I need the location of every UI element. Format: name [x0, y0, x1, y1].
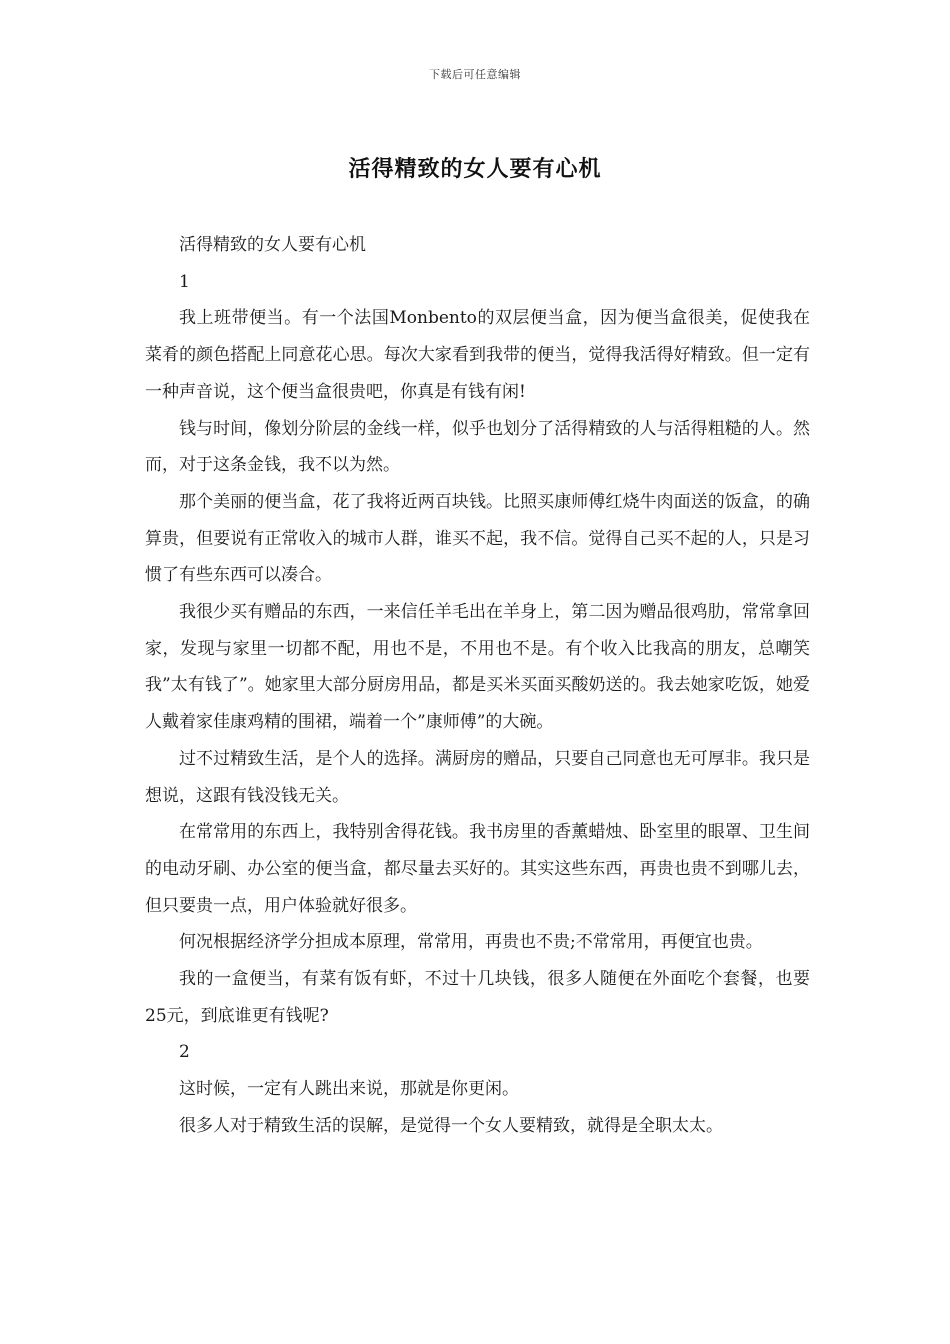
- document-body: [145, 227, 810, 1145]
- paragraph: 这时候，一定有人跳出来说，那就是你更闲。: [179, 1079, 519, 1100]
- paragraph: 我的一盒便当，有菜有饭有虾，不过十几块钱，很多人随便在外面吃个套餐，也要25元，到底谁更有钱呢?: [145, 969, 810, 1026]
- paragraph: 我上班带便当。有一个法国Monbento的双层便当盒，因为便当盒很美，促使我在菜肴的颜色搭配上同意花心思。每次大家看到我带的便当，觉得我活得好精致。但一定有一种声音说，这个便当盒很贵吧，你真是有钱有闲!: [145, 308, 810, 402]
- header-note: 下载后可任意编辑: [429, 68, 521, 81]
- paragraph: 很多人对于精致生活的误解，是觉得一个女人要精致，就得是全职太太。: [179, 1115, 723, 1136]
- document-title: 活得精致的女人要有心机: [348, 156, 602, 182]
- paragraph: 钱与时间，像划分阶层的金线一样，似乎也划分了活得精致的人与活得粗糙的人。然而，对于这条金钱，我不以为然。: [145, 418, 810, 476]
- paragraph: 在常常用的东西上，我特别舍得花钱。我书房里的香薰蜡烛、卧室里的眼罩、卫生间的电动牙刷、办公室的便当盒，都尽量去买好的。其实这些东西，再贵也贵不到哪儿去，但只要贵一点，用户体验就好很多。: [145, 822, 810, 916]
- paragraph: 活得精致的女人要有心机: [179, 235, 366, 255]
- paragraph: 过不过精致生活，是个人的选择。满厨房的赠品，只要自己同意也无可厚非。我只是想说，这跟有钱没钱无关。: [145, 748, 810, 806]
- paragraph: 那个美丽的便当盒，花了我将近两百块钱。比照买康师傅红烧牛肉面送的饭盒，的确算贵，但要说有正常收入的城市人群，谁买不起，我不信。觉得自己买不起的人，只是习惯了有些东西可以凑合。: [145, 491, 810, 586]
- paragraph: 何况根据经济学分担成本原理，常常用，再贵也不贵;不常常用，再便宜也贵。: [179, 932, 763, 953]
- paragraph: 我很少买有赠品的东西，一来信任羊毛出在羊身上，第二因为赠品很鸡肋，常常拿回家，发现与家里一切都不配，用也不是，不用也不是。有个收入比我高的朋友，总嘲笑我”太有钱了”。她家里大部分厨房用品，都是买米买面买酸奶送的。我去她家吃饭，她爱人戴着家佳康鸡精的围裙，端着一个”康师傅”的大碗。: [145, 602, 810, 733]
- section-number: 2: [179, 1042, 190, 1063]
- section-number: 1: [179, 271, 190, 292]
